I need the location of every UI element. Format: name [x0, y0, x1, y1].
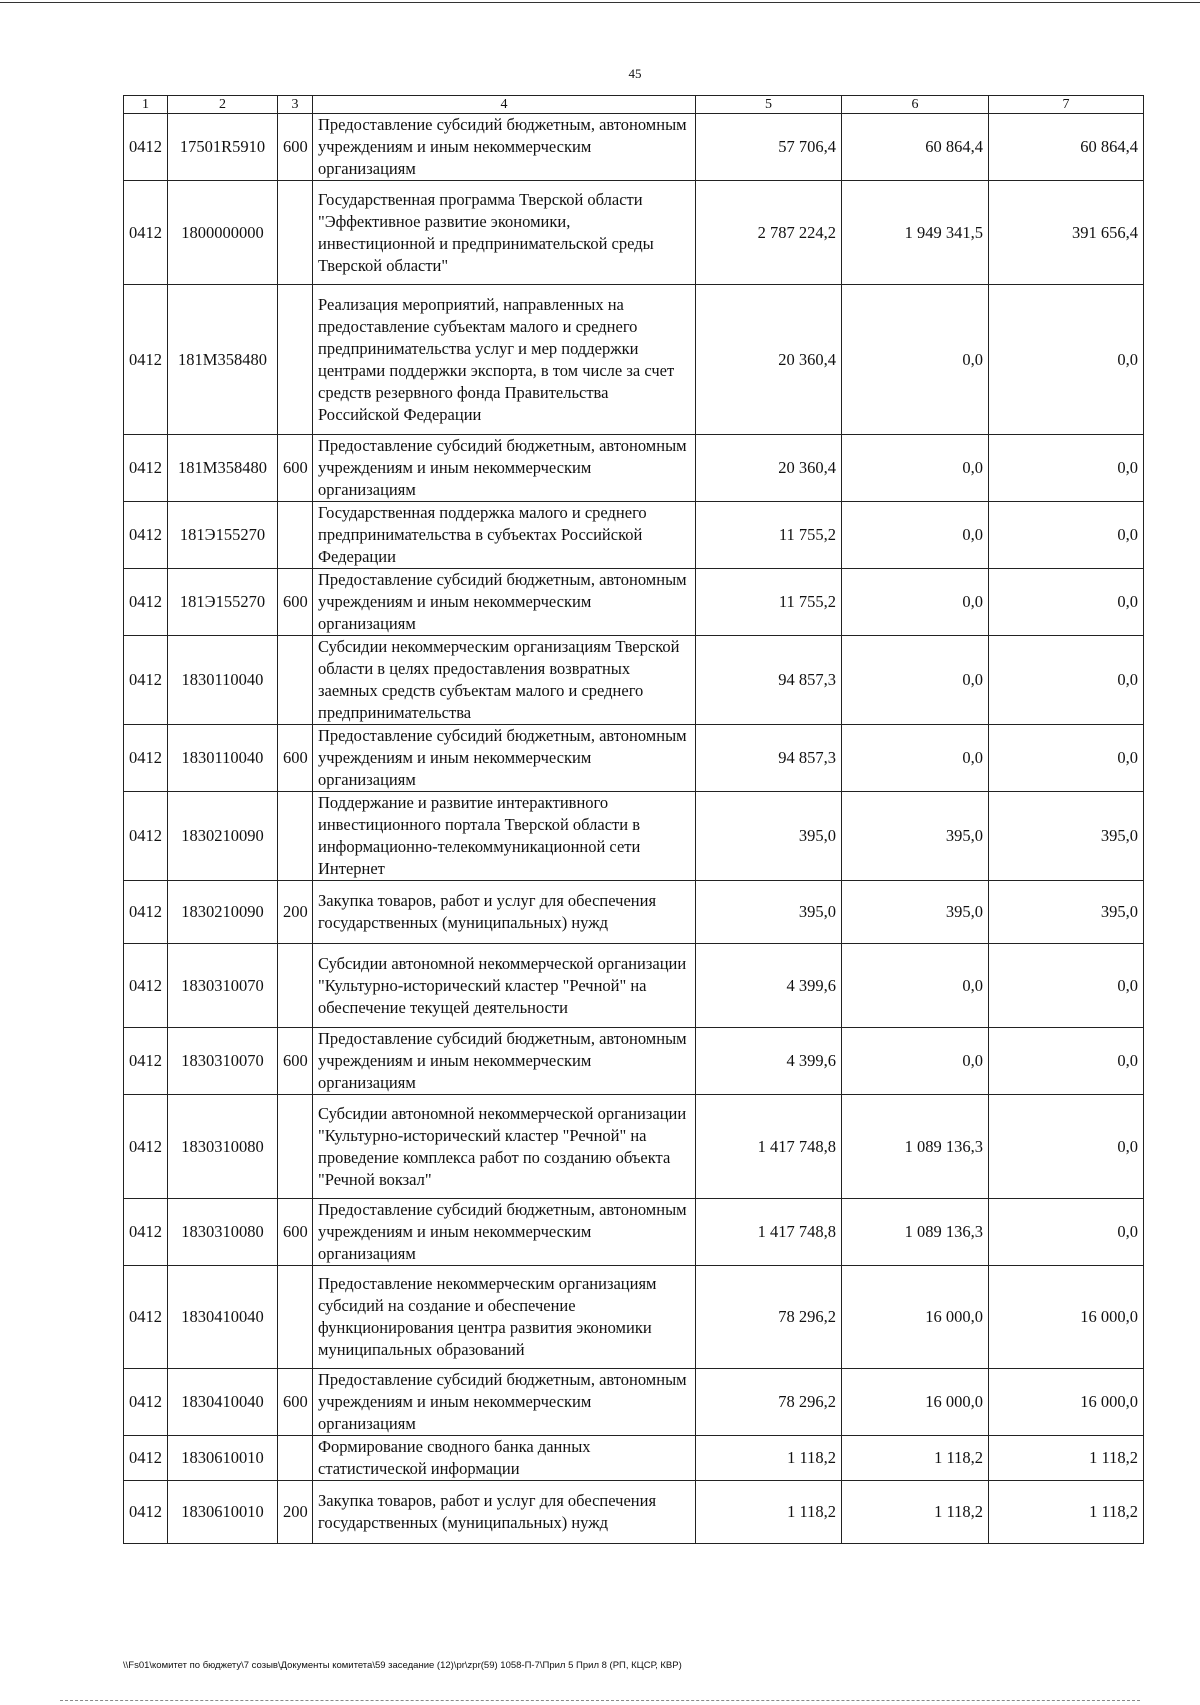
target-code-cell: 1830310070: [168, 944, 278, 1028]
section-cell: 0412: [124, 1199, 168, 1266]
name-cell: Закупка товаров, работ и услуг для обеспечения государственных (муниципальных) нужд: [313, 881, 696, 944]
page-number: 45: [628, 66, 642, 81]
section-cell: 0412: [124, 636, 168, 725]
amount-cell-col6: 0,0: [842, 725, 989, 792]
amount-cell-col7: 0,0: [989, 725, 1144, 792]
section-cell: 0412: [124, 1266, 168, 1369]
section-cell: 0412: [124, 1436, 168, 1481]
amount-cell-col5: 1 118,2: [696, 1436, 842, 1481]
name-cell: Закупка товаров, работ и услуг для обеспечения государственных (муниципальных) нужд: [313, 1481, 696, 1544]
amount-cell-col6: 16 000,0: [842, 1266, 989, 1369]
amount-cell-col5: 78 296,2: [696, 1266, 842, 1369]
budget-table: [123, 95, 1144, 1544]
expense-type-cell: [278, 285, 313, 435]
name-cell: Поддержание и развитие интерактивного инвестиционного портала Тверской области в информационно-телекоммуникационной сети Интернет: [313, 792, 696, 881]
section-cell: 0412: [124, 1095, 168, 1199]
table-row: [124, 1095, 1144, 1199]
amount-cell-col5: 78 296,2: [696, 1369, 842, 1436]
target-code-cell: 1800000000: [168, 181, 278, 285]
table-body: [124, 114, 1144, 1544]
target-code-cell: 1830210090: [168, 792, 278, 881]
name-cell: Формирование сводного банка данных статистической информации: [313, 1436, 696, 1481]
target-code-cell: 1830110040: [168, 636, 278, 725]
amount-cell-col6: 0,0: [842, 285, 989, 435]
section-cell: 0412: [124, 725, 168, 792]
expense-type-cell: 600: [278, 1199, 313, 1266]
amount-cell-col6: 1 089 136,3: [842, 1199, 989, 1266]
section-cell: 0412: [124, 569, 168, 636]
top-rule: [0, 2, 1200, 3]
amount-cell-col7: 0,0: [989, 1095, 1144, 1199]
name-cell: Государственная программа Тверской области "Эффективное развитие экономики, инвестиционной и предпринимательской среды Тверской области": [313, 181, 696, 285]
target-code-cell: 181Э155270: [168, 569, 278, 636]
target-code-cell: 1830310080: [168, 1095, 278, 1199]
section-cell: 0412: [124, 792, 168, 881]
table-row: [124, 792, 1144, 881]
expense-type-cell: [278, 181, 313, 285]
expense-type-cell: 200: [278, 881, 313, 944]
target-code-cell: 1830210090: [168, 881, 278, 944]
section-cell: 0412: [124, 1028, 168, 1095]
column-header: 5: [696, 96, 842, 114]
table-row: [124, 1199, 1144, 1266]
amount-cell-col6: 0,0: [842, 435, 989, 502]
target-code-cell: 1830610010: [168, 1481, 278, 1544]
amount-cell-col6: 1 118,2: [842, 1481, 989, 1544]
name-cell: Субсидии некоммерческим организациям Тверской области в целях предоставления возвратных заемных средств субъектам малого и среднего предпринимательства: [313, 636, 696, 725]
amount-cell-col5: 94 857,3: [696, 636, 842, 725]
name-cell: Предоставление субсидий бюджетным, автономным учреждениям и иным некоммерческим организациям: [313, 725, 696, 792]
table-row: [124, 114, 1144, 181]
amount-cell-col7: 395,0: [989, 881, 1144, 944]
expense-type-cell: 600: [278, 725, 313, 792]
table-row: [124, 502, 1144, 569]
name-cell: Субсидии автономной некоммерческой организации "Культурно-исторический кластер "Речной" на обеспечение текущей деятельности: [313, 944, 696, 1028]
amount-cell-col5: 20 360,4: [696, 435, 842, 502]
amount-cell-col5: 2 787 224,2: [696, 181, 842, 285]
column-header: 7: [989, 96, 1144, 114]
name-cell: Реализация мероприятий, направленных на предоставление субъектам малого и среднего предпринимательства услуг и мер поддержки центрами поддержки экспорта, в том числе за счет средств резервного фонда Правительства Российской Федерации: [313, 285, 696, 435]
amount-cell-col7: 16 000,0: [989, 1266, 1144, 1369]
column-header: 2: [168, 96, 278, 114]
expense-type-cell: [278, 1095, 313, 1199]
table-row: [124, 569, 1144, 636]
amount-cell-col5: 57 706,4: [696, 114, 842, 181]
amount-cell-col7: 0,0: [989, 502, 1144, 569]
amount-cell-col7: 0,0: [989, 569, 1144, 636]
section-cell: 0412: [124, 502, 168, 569]
name-cell: Предоставление субсидий бюджетным, автономным учреждениям и иным некоммерческим организациям: [313, 1369, 696, 1436]
column-header: 6: [842, 96, 989, 114]
amount-cell-col5: 11 755,2: [696, 569, 842, 636]
amount-cell-col7: 60 864,4: [989, 114, 1144, 181]
expense-type-cell: [278, 502, 313, 569]
amount-cell-col7: 16 000,0: [989, 1369, 1144, 1436]
amount-cell-col5: 395,0: [696, 881, 842, 944]
amount-cell-col5: 1 417 748,8: [696, 1199, 842, 1266]
table-row: [124, 725, 1144, 792]
expense-type-cell: [278, 1436, 313, 1481]
amount-cell-col6: 0,0: [842, 1028, 989, 1095]
amount-cell-col5: 4 399,6: [696, 1028, 842, 1095]
target-code-cell: 1830610010: [168, 1436, 278, 1481]
amount-cell-col5: 4 399,6: [696, 944, 842, 1028]
amount-cell-col7: 1 118,2: [989, 1436, 1144, 1481]
column-header: 1: [124, 96, 168, 114]
table-row: [124, 435, 1144, 502]
expense-type-cell: 600: [278, 114, 313, 181]
table-row: [124, 944, 1144, 1028]
expense-type-cell: 200: [278, 1481, 313, 1544]
footer-file-path: \\Fs01\комитет по бюджету\7 созыв\Документы комитета\59 заседание (12)\pr\zpr(59) 1058-П-7\Прил 5 Прил 8 (РП, КЦСР, КВР): [123, 1660, 682, 1671]
section-cell: 0412: [124, 114, 168, 181]
amount-cell-col5: 395,0: [696, 792, 842, 881]
column-header-row: [124, 96, 1144, 114]
bottom-rule: [60, 1700, 1140, 1701]
name-cell: Государственная поддержка малого и среднего предпринимательства в субъектах Российской Федерации: [313, 502, 696, 569]
name-cell: Предоставление некоммерческим организациям субсидий на создание и обеспечение функционирования центра развития экономики муниципальных образований: [313, 1266, 696, 1369]
amount-cell-col6: 0,0: [842, 569, 989, 636]
table-row: [124, 1481, 1144, 1544]
target-code-cell: 17501R5910: [168, 114, 278, 181]
section-cell: 0412: [124, 1369, 168, 1436]
target-code-cell: 1830410040: [168, 1266, 278, 1369]
column-header: 3: [278, 96, 313, 114]
amount-cell-col7: 0,0: [989, 944, 1144, 1028]
target-code-cell: 1830410040: [168, 1369, 278, 1436]
amount-cell-col6: 0,0: [842, 944, 989, 1028]
section-cell: 0412: [124, 435, 168, 502]
amount-cell-col5: 1 118,2: [696, 1481, 842, 1544]
amount-cell-col7: 0,0: [989, 1028, 1144, 1095]
table-row: [124, 1436, 1144, 1481]
amount-cell-col7: 0,0: [989, 435, 1144, 502]
table-row: [124, 1028, 1144, 1095]
name-cell: Предоставление субсидий бюджетным, автономным учреждениям и иным некоммерческим организациям: [313, 569, 696, 636]
expense-type-cell: 600: [278, 435, 313, 502]
column-header: 4: [313, 96, 696, 114]
amount-cell-col6: 16 000,0: [842, 1369, 989, 1436]
table-row: [124, 881, 1144, 944]
table-row: [124, 181, 1144, 285]
target-code-cell: 181M358480: [168, 285, 278, 435]
amount-cell-col7: 0,0: [989, 636, 1144, 725]
expense-type-cell: [278, 636, 313, 725]
amount-cell-col5: 11 755,2: [696, 502, 842, 569]
amount-cell-col7: 391 656,4: [989, 181, 1144, 285]
table-row: [124, 1369, 1144, 1436]
target-code-cell: 181M358480: [168, 435, 278, 502]
expense-type-cell: 600: [278, 1369, 313, 1436]
amount-cell-col6: 60 864,4: [842, 114, 989, 181]
target-code-cell: 1830310070: [168, 1028, 278, 1095]
amount-cell-col5: 94 857,3: [696, 725, 842, 792]
name-cell: Предоставление субсидий бюджетным, автономным учреждениям и иным некоммерческим организациям: [313, 435, 696, 502]
amount-cell-col5: 1 417 748,8: [696, 1095, 842, 1199]
target-code-cell: 181Э155270: [168, 502, 278, 569]
amount-cell-col6: 1 118,2: [842, 1436, 989, 1481]
target-code-cell: 1830110040: [168, 725, 278, 792]
amount-cell-col6: 395,0: [842, 792, 989, 881]
section-cell: 0412: [124, 181, 168, 285]
amount-cell-col6: 395,0: [842, 881, 989, 944]
amount-cell-col5: 20 360,4: [696, 285, 842, 435]
amount-cell-col6: 0,0: [842, 636, 989, 725]
amount-cell-col6: 0,0: [842, 502, 989, 569]
name-cell: Предоставление субсидий бюджетным, автономным учреждениям и иным некоммерческим организациям: [313, 114, 696, 181]
expense-type-cell: 600: [278, 1028, 313, 1095]
target-code-cell: 1830310080: [168, 1199, 278, 1266]
expense-type-cell: [278, 944, 313, 1028]
section-cell: 0412: [124, 944, 168, 1028]
section-cell: 0412: [124, 285, 168, 435]
amount-cell-col7: 395,0: [989, 792, 1144, 881]
expense-type-cell: [278, 1266, 313, 1369]
expense-type-cell: 600: [278, 569, 313, 636]
amount-cell-col7: 0,0: [989, 285, 1144, 435]
amount-cell-col6: 1 949 341,5: [842, 181, 989, 285]
amount-cell-col7: 0,0: [989, 1199, 1144, 1266]
section-cell: 0412: [124, 1481, 168, 1544]
amount-cell-col7: 1 118,2: [989, 1481, 1144, 1544]
name-cell: Предоставление субсидий бюджетным, автономным учреждениям и иным некоммерческим организациям: [313, 1028, 696, 1095]
name-cell: Предоставление субсидий бюджетным, автономным учреждениям и иным некоммерческим организациям: [313, 1199, 696, 1266]
amount-cell-col6: 1 089 136,3: [842, 1095, 989, 1199]
section-cell: 0412: [124, 881, 168, 944]
expense-type-cell: [278, 792, 313, 881]
table-row: [124, 285, 1144, 435]
table-row: [124, 636, 1144, 725]
table-row: [124, 1266, 1144, 1369]
name-cell: Субсидии автономной некоммерческой организации "Культурно-исторический кластер "Речной" на проведение комплекса работ по созданию объекта "Речной вокзал": [313, 1095, 696, 1199]
